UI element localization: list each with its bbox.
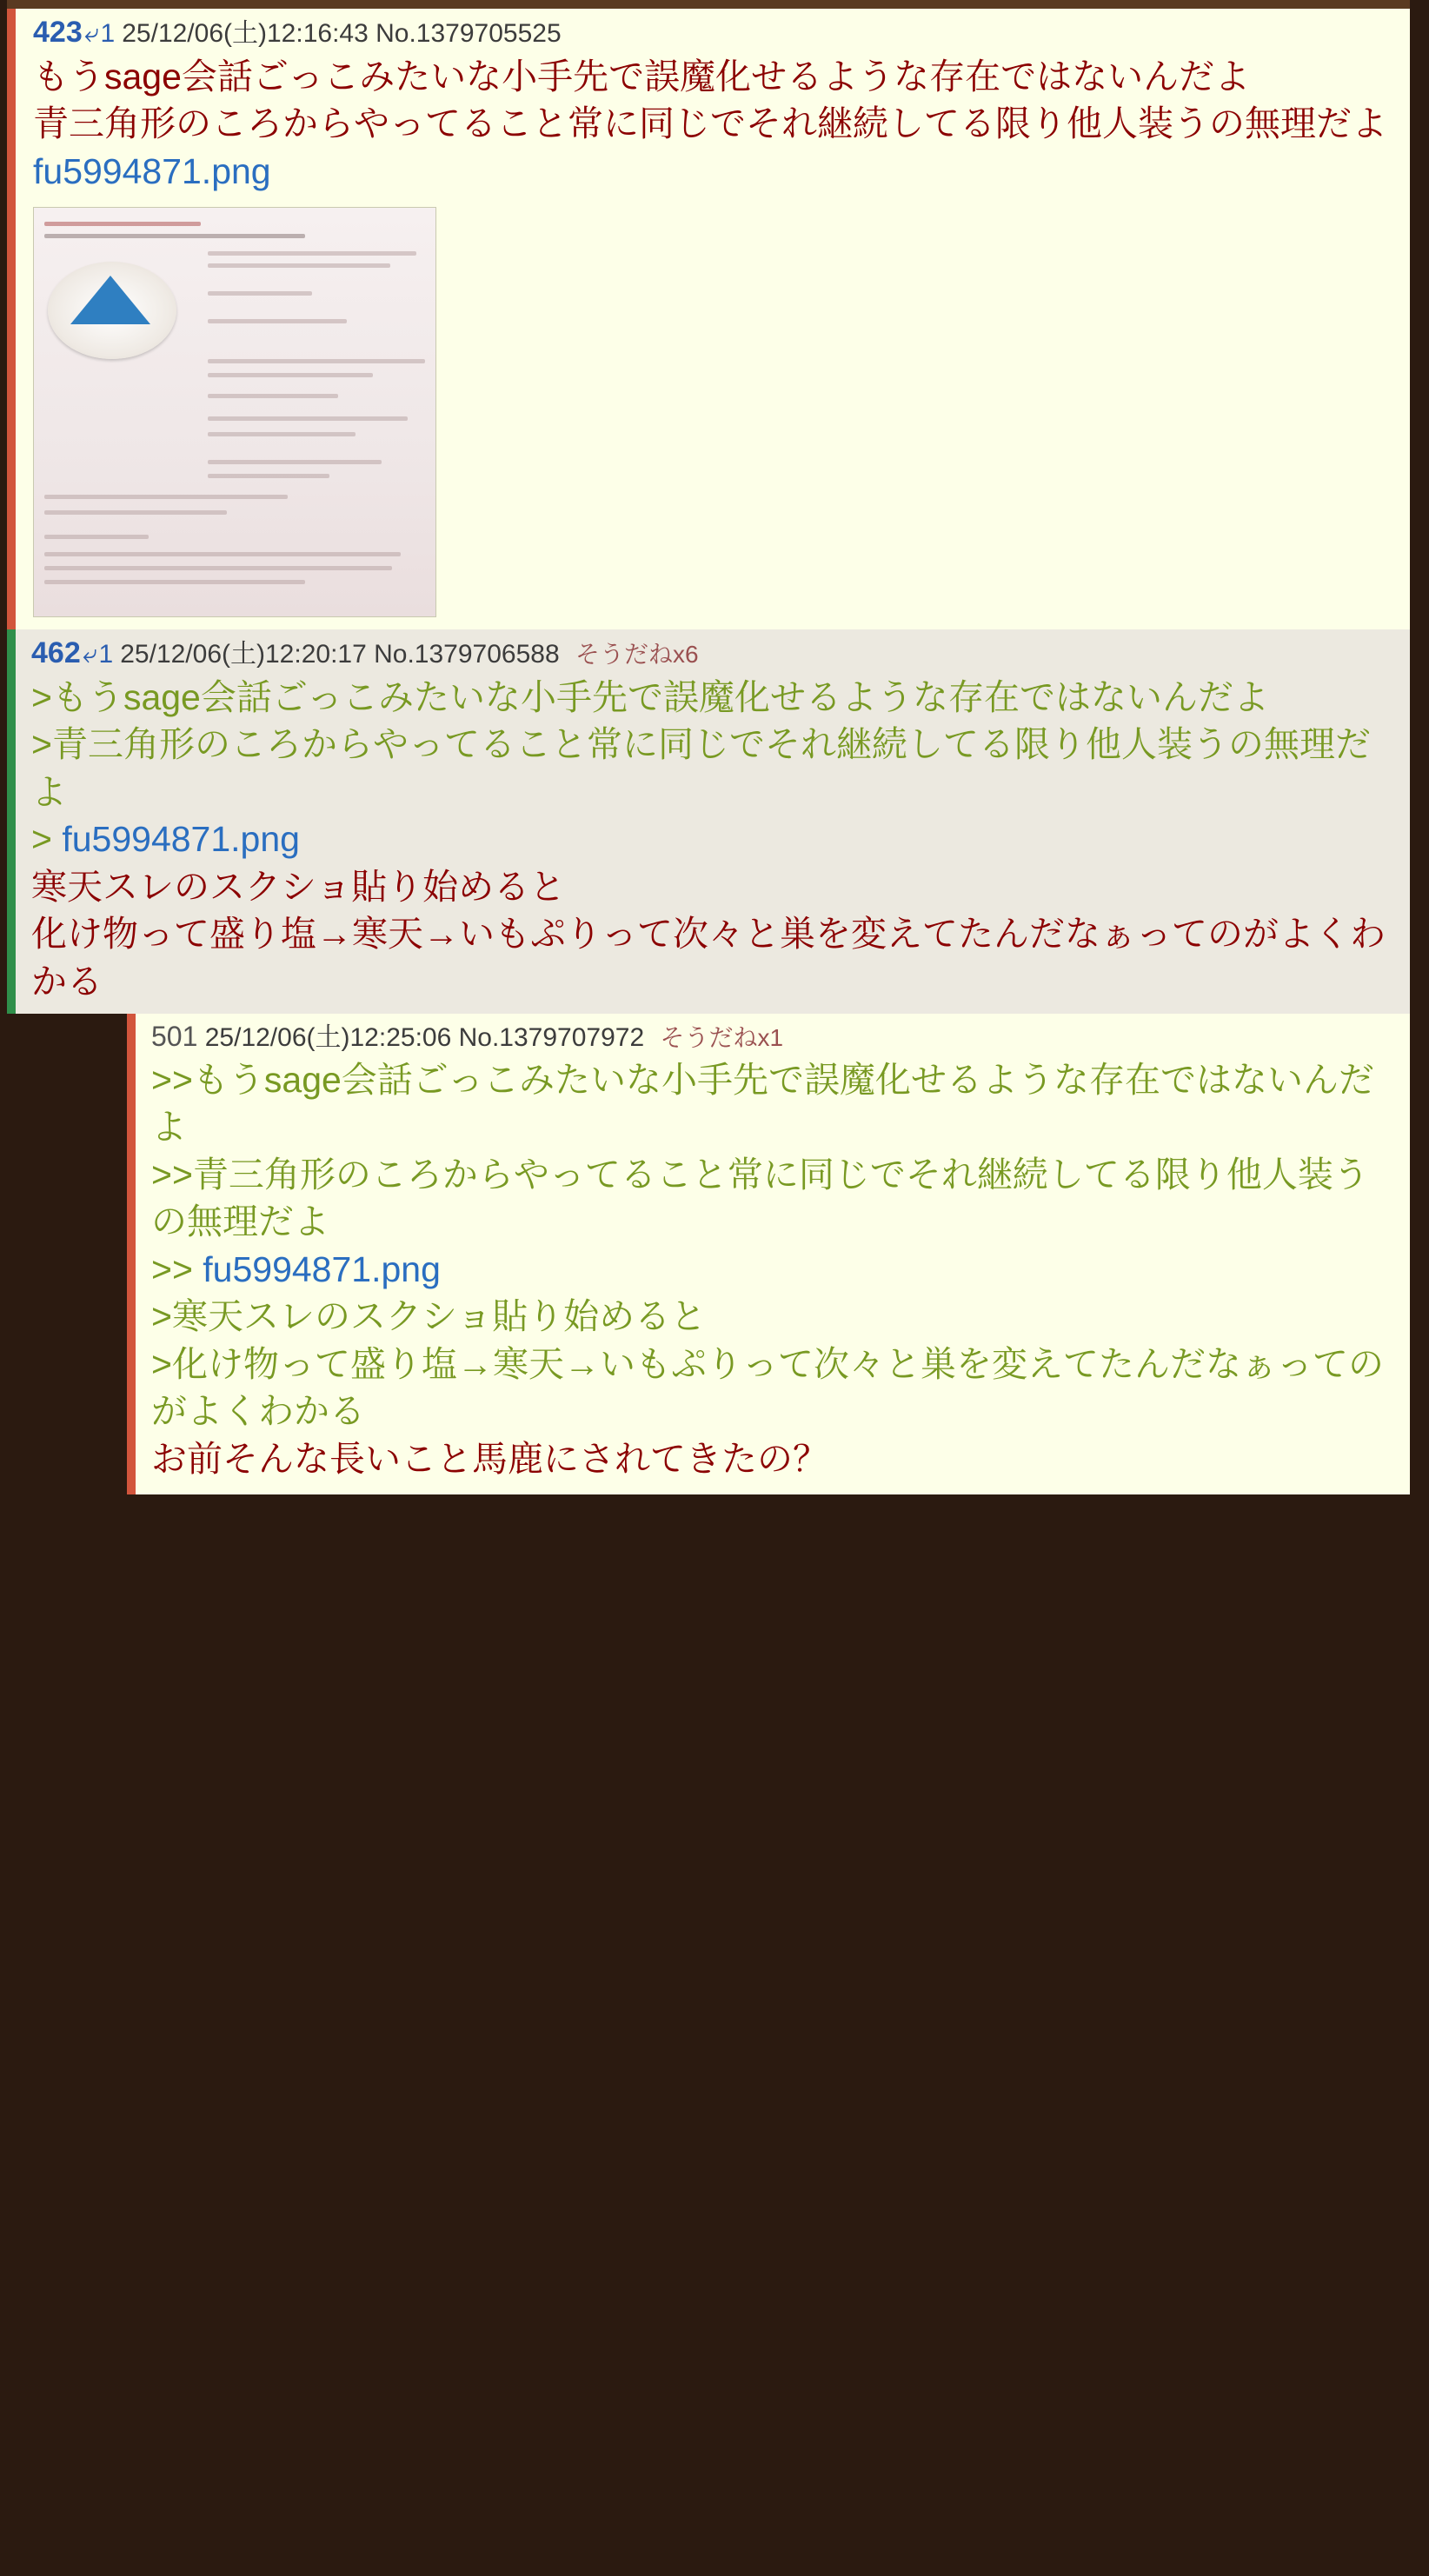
reply-arrow-icon[interactable]: ⤷	[83, 19, 99, 48]
quote-line: >青三角形のころからやってること常に同じでそれ継続してる限り他人装うの無理だよ	[31, 724, 1371, 812]
post-id[interactable]: No.1379706588	[374, 640, 560, 669]
thumbnail-image	[34, 208, 435, 616]
post-line: お前そんな長いこと馬鹿にされてきたの？	[151, 1438, 828, 1479]
reply-arrow-icon[interactable]: ⤷	[82, 640, 97, 669]
post-timestamp: 25/12/06(土)12:16:43	[122, 19, 369, 48]
file-link[interactable]: fu5994871.png	[62, 819, 300, 860]
quote-prefix: >>	[151, 1248, 203, 1289]
post-462	[7, 629, 1410, 1014]
quote-line: >もうsage会話ごっこみたいな小手先で誤魔化せるような存在ではないんだよ	[31, 676, 1270, 717]
post-body	[33, 53, 1398, 196]
post-501	[127, 1014, 1410, 1494]
quote-line: >化け物って盛り塩→寒天→いもぷりって次々と巣を変えてたんだなぁってのがよくわかる	[151, 1343, 1384, 1432]
file-link[interactable]: fu5994871.png	[203, 1248, 441, 1289]
post-thumbnail[interactable]	[33, 207, 436, 617]
post-id[interactable]: No.1379707972	[458, 1023, 645, 1053]
post-body	[31, 674, 1398, 1006]
post-line: 青三角形のころからやってること常に同じでそれ継続してる限り他人装うの無理だよ	[33, 103, 1387, 144]
file-link[interactable]: fu5994871.png	[33, 150, 271, 191]
post-body	[151, 1056, 1398, 1483]
post-line: もうsage会話ごっこみたいな小手先で誤魔化せるような存在ではないんだよ	[33, 56, 1251, 97]
post-header	[33, 9, 1398, 53]
window-top-edge	[7, 0, 1410, 9]
quote-line: >寒天スレのスクショ貼り始めると	[151, 1296, 707, 1337]
quote-prefix: >	[31, 819, 63, 860]
reply-count[interactable]: 1	[100, 19, 116, 48]
post-header	[151, 1014, 1398, 1056]
post-line: 寒天スレのスクショ貼り始めると	[31, 866, 566, 907]
post-id[interactable]: No.1379705525	[376, 19, 562, 48]
post-timestamp: 25/12/06(土)12:20:17	[120, 640, 367, 669]
post-line: 化け物って盛り塩→寒天→いもぷりって次々と巣を変えてたんだなぁってのがよくわかる	[31, 914, 1386, 1002]
blue-triangle-shape	[70, 276, 150, 324]
sodane-count[interactable]: そうだねx6	[575, 641, 699, 669]
post-timestamp: 25/12/06(土)12:25:06	[204, 1023, 452, 1053]
quote-line: >>青三角形のころからやってること常に同じでそれ継続してる限り他人装うの無理だよ	[151, 1154, 1369, 1242]
post-number[interactable]: 501	[151, 1021, 198, 1053]
sodane-count[interactable]: そうだねx1	[660, 1024, 784, 1052]
post-423	[7, 9, 1410, 629]
quote-line: >>もうsage会話ごっこみたいな小手先で誤魔化せるような存在ではないんだよ	[151, 1059, 1374, 1148]
post-header	[31, 629, 1398, 674]
post-number[interactable]: 423	[33, 16, 83, 49]
reply-count[interactable]: 1	[98, 640, 114, 669]
post-number[interactable]: 462	[31, 636, 81, 670]
